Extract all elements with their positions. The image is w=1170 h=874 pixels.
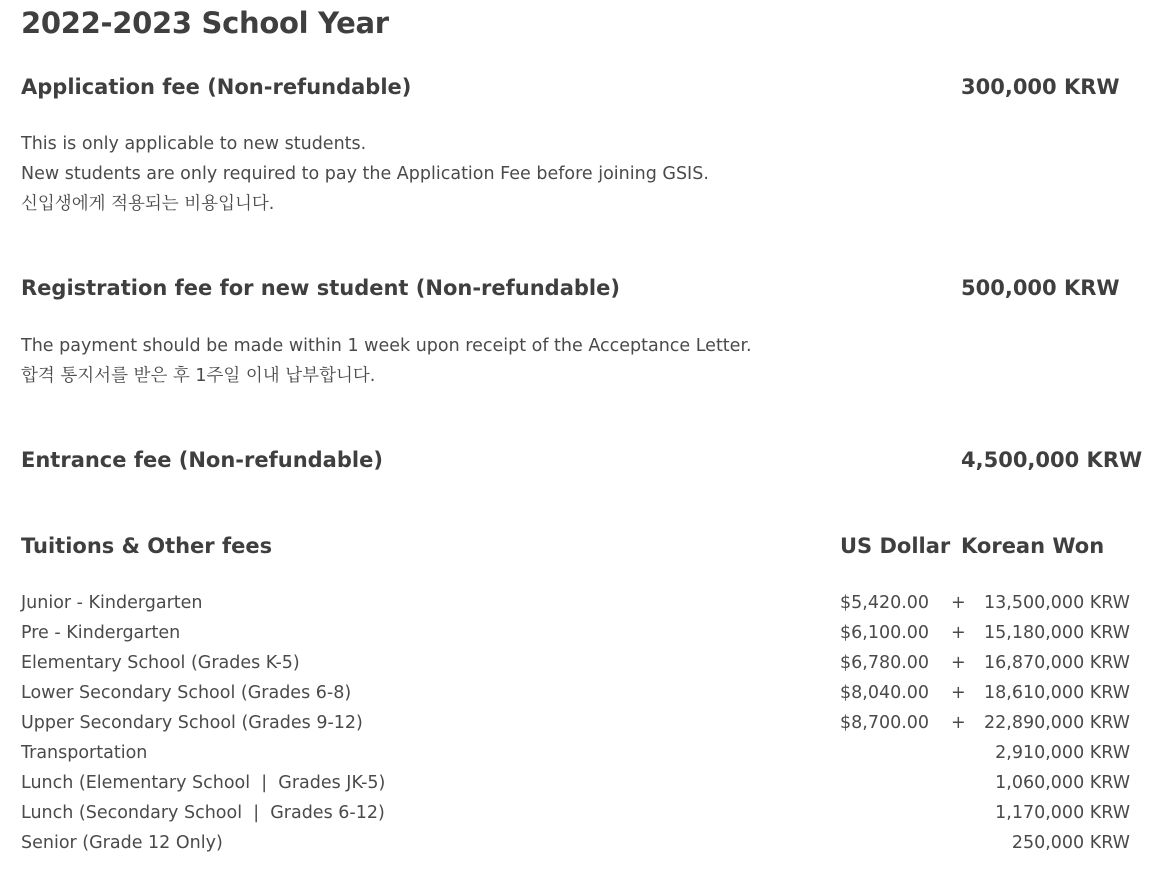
krw-amount: 1,170,000 KRW	[995, 803, 1130, 823]
krw-amount: 22,890,000 KRW	[984, 713, 1130, 733]
krw-amount: 1,060,000 KRW	[995, 773, 1130, 793]
usd-amount: $8,700.00	[840, 713, 930, 733]
plus-sign: +	[951, 713, 966, 733]
tuition-section-title: Tuitions & Other fees	[21, 534, 273, 558]
krw-amount: 250,000 KRW	[1011, 833, 1130, 853]
table-row	[0, 678, 1170, 708]
entrance-fee-title: Entrance fee (Non-refundable)	[21, 448, 383, 472]
plus-sign: +	[951, 623, 966, 643]
table-row	[0, 618, 1170, 648]
description-line: This is only applicable to new students.	[21, 134, 367, 154]
fee-label: Lunch (Secondary School | Grades 6-12)	[21, 803, 385, 823]
description-line: 신입생에게 적용되는 비용입니다.	[21, 194, 275, 214]
usd-amount: $6,100.00	[840, 623, 930, 643]
application-fee-title: Application fee (Non-refundable)	[21, 75, 412, 99]
description-line: The payment should be made within 1 week upon receipt of the Acceptance Letter.	[21, 336, 752, 356]
fee-label: Junior - Kindergarten	[21, 593, 203, 613]
krw-amount: 2,910,000 KRW	[995, 743, 1130, 763]
krw-amount: 15,180,000 KRW	[984, 623, 1130, 643]
description-line: New students are only required to pay the Application Fee before joining GSIS.	[21, 164, 709, 184]
usd-amount: $5,420.00	[840, 593, 930, 613]
table-row	[0, 798, 1170, 828]
table-row	[0, 648, 1170, 678]
table-row	[0, 588, 1170, 618]
registration-fee-description	[21, 331, 752, 391]
table-row	[0, 768, 1170, 798]
application-fee-description	[21, 129, 709, 219]
krw-amount: 13,500,000 KRW	[984, 593, 1130, 613]
registration-fee-title: Registration fee for new student (Non-refundable)	[21, 276, 620, 300]
description-line: 합격 통지서를 받은 후 1주일 이내 납부합니다.	[21, 366, 376, 386]
page-title: 2022-2023 School Year	[21, 6, 389, 40]
table-row	[0, 738, 1170, 768]
usd-amount: $6,780.00	[840, 653, 930, 673]
registration-fee-amount: 500,000 KRW	[961, 276, 1120, 300]
fee-label: Elementary School (Grades K-5)	[21, 653, 300, 673]
krw-amount: 18,610,000 KRW	[984, 683, 1130, 703]
table-row	[0, 828, 1170, 858]
fee-label: Senior (Grade 12 Only)	[21, 833, 223, 853]
fee-label: Lower Secondary School (Grades 6-8)	[21, 683, 352, 703]
fee-label: Transportation	[21, 743, 148, 763]
fee-label: Pre - Kindergarten	[21, 623, 181, 643]
fee-label: Lunch (Elementary School | Grades JK-5)	[21, 773, 386, 793]
plus-sign: +	[951, 683, 966, 703]
krw-column-header: Korean Won	[961, 534, 1105, 558]
application-fee-amount: 300,000 KRW	[961, 75, 1120, 99]
krw-amount: 16,870,000 KRW	[984, 653, 1130, 673]
fee-label: Upper Secondary School (Grades 9-12)	[21, 713, 363, 733]
plus-sign: +	[951, 593, 966, 613]
entrance-fee-amount: 4,500,000 KRW	[961, 448, 1143, 472]
usd-column-header: US Dollar	[840, 534, 951, 558]
plus-sign: +	[951, 653, 966, 673]
table-row	[0, 708, 1170, 738]
usd-amount: $8,040.00	[840, 683, 930, 703]
